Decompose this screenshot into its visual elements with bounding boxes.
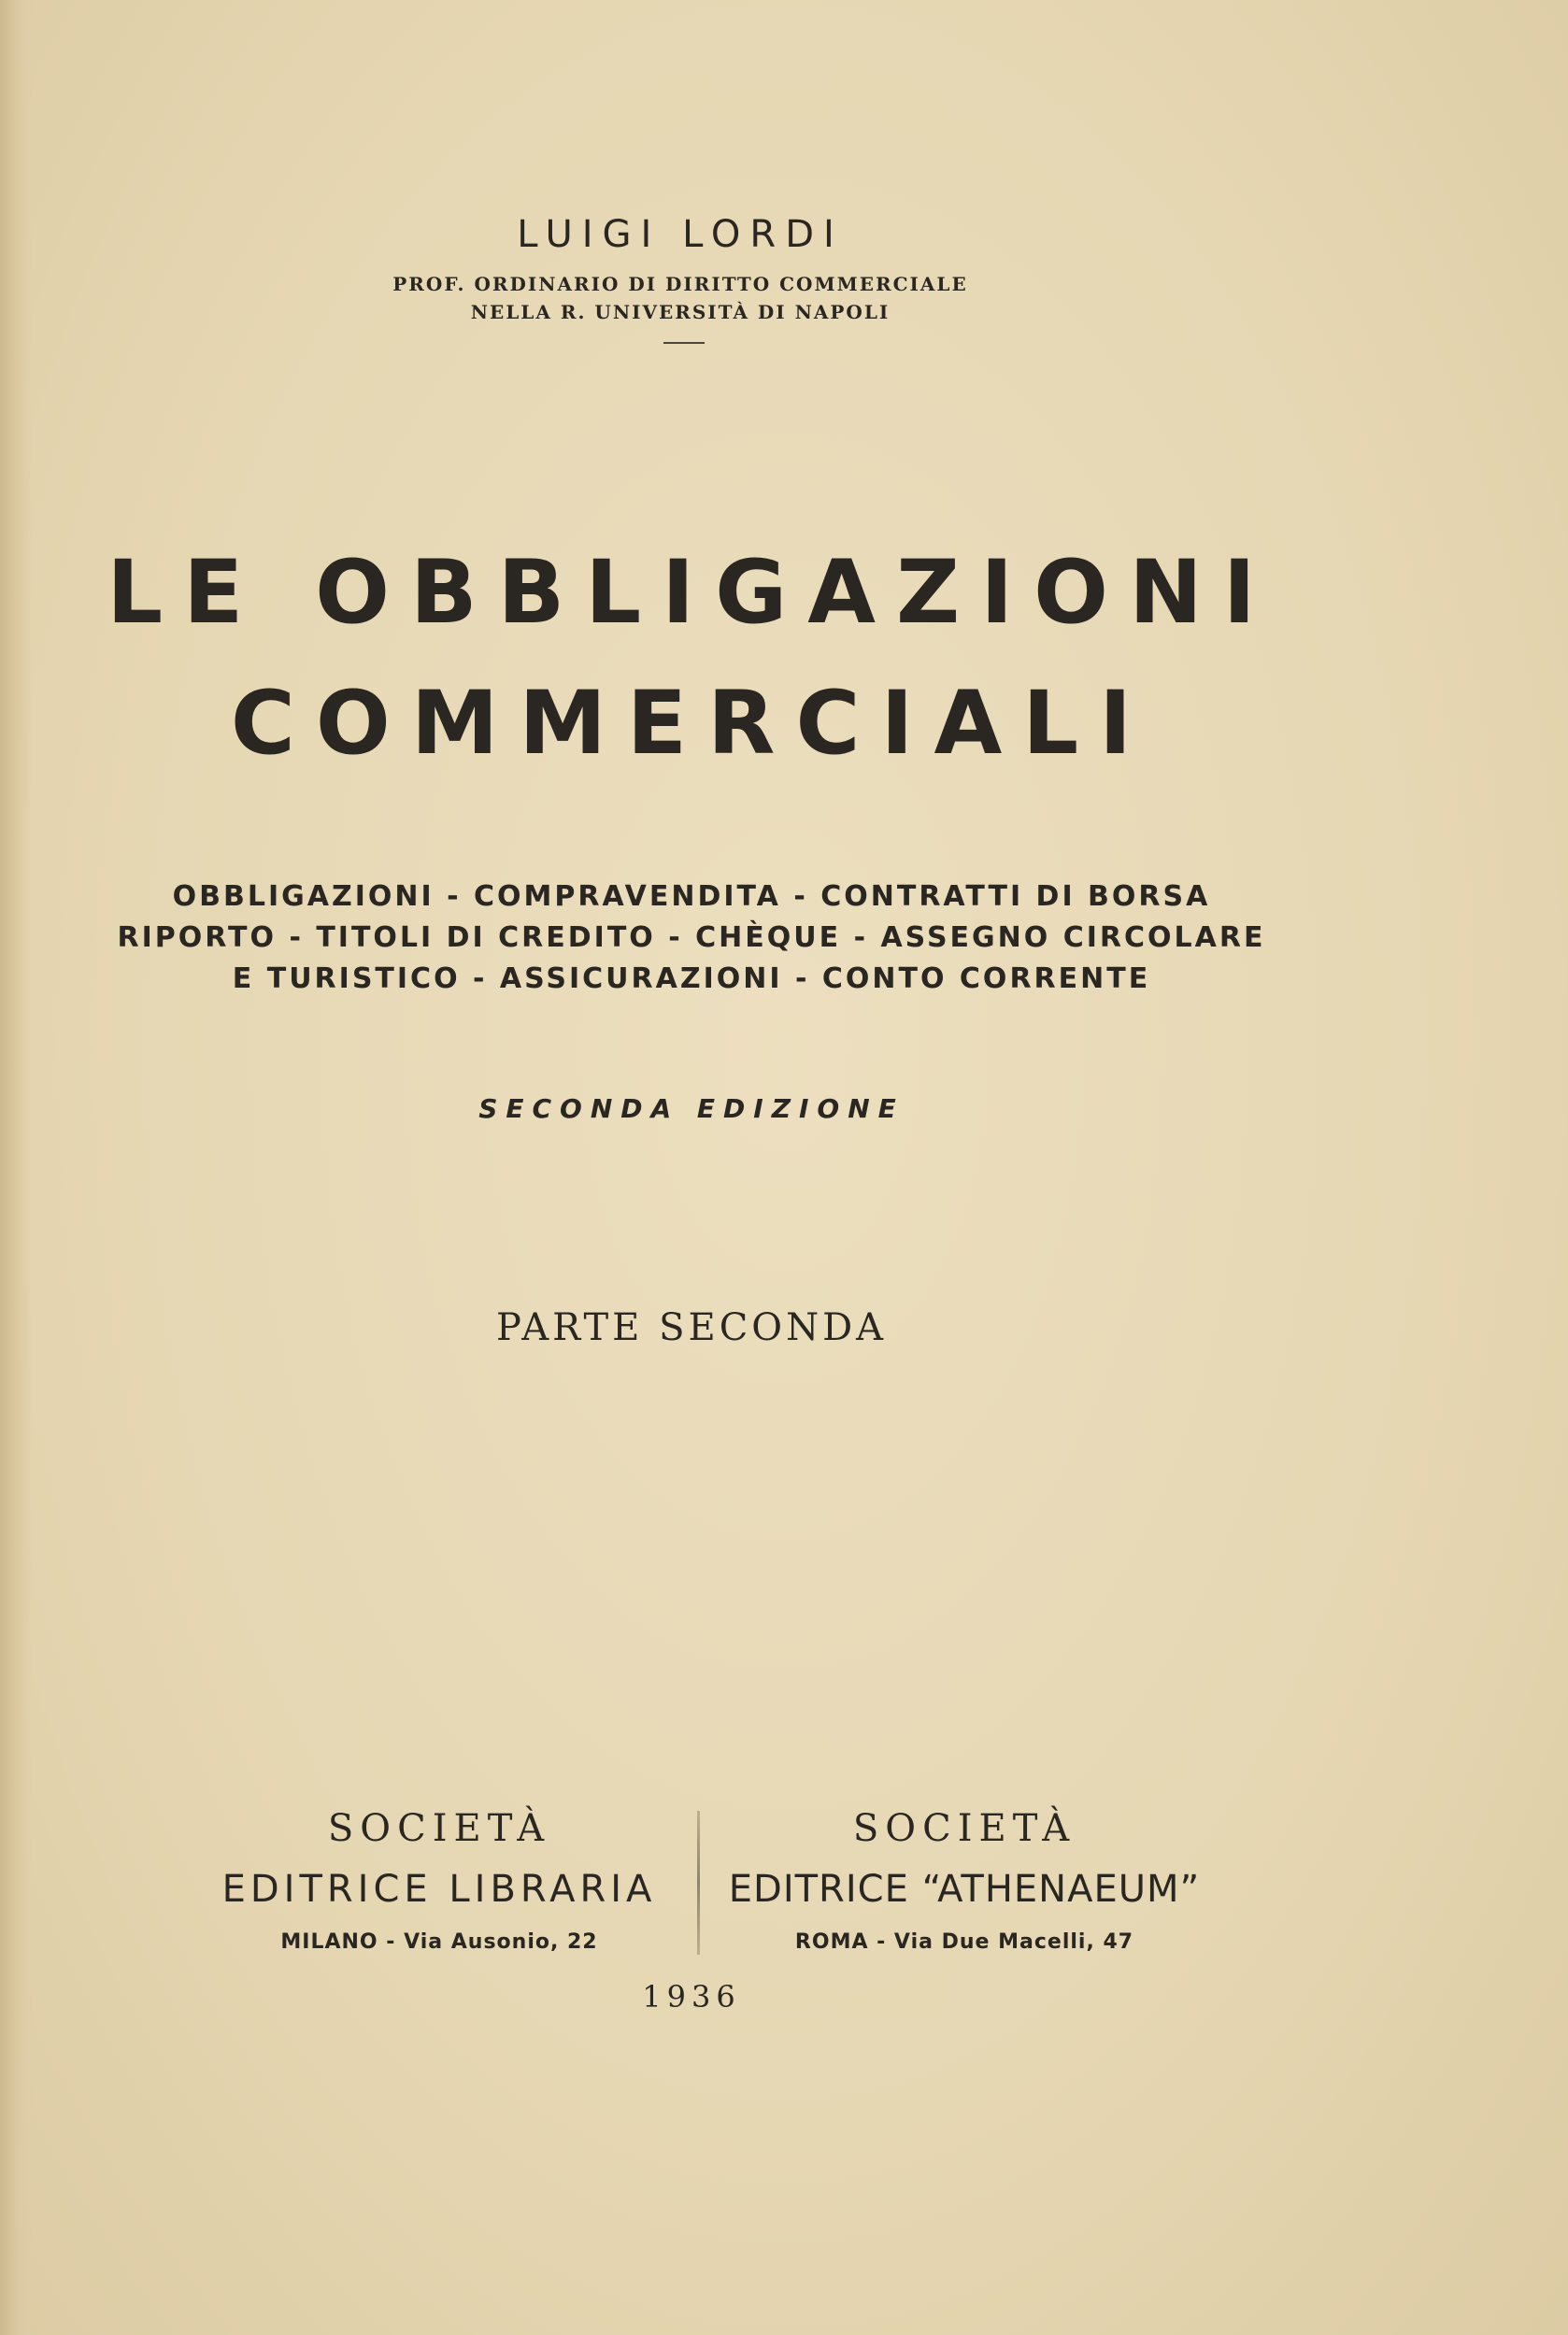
- edition-label: SECONDA EDIZIONE: [478, 1093, 905, 1124]
- part-label: PARTE SECONDA: [495, 1306, 888, 1349]
- publication-year: 1936: [642, 1979, 741, 2015]
- author-name: LUIGI LORDI: [517, 213, 844, 256]
- author-title-line-2: NELLA R. UNIVERSITÀ DI NAPOLI: [470, 301, 891, 323]
- publisher-roma-name: EDITRICE “ATHENAEUM”: [728, 1868, 1201, 1911]
- publisher-roma: [703, 1805, 1226, 1954]
- book-title-line-1: LE OBBLIGAZIONI: [107, 542, 1276, 644]
- publisher-roma-society: SOCIETÀ: [852, 1807, 1076, 1850]
- subjects-line-1: OBBLIGAZIONI - COMPRAVENDITA - CONTRATTI DI BORSA: [172, 880, 1211, 913]
- book-title-line-2: COMMERCIALI: [230, 673, 1153, 775]
- publisher-divider: [697, 1811, 700, 1955]
- subjects-line-3: E TURISTICO - ASSICURAZIONI - CONTO CORRENTE: [232, 962, 1151, 995]
- publisher-milano-name: EDITRICE LIBRARIA: [221, 1868, 657, 1911]
- publisher-milano-society: SOCIETÀ: [327, 1807, 551, 1850]
- publisher-milano: [178, 1805, 701, 1954]
- author-divider-rule: [663, 342, 705, 344]
- subjects-line-2: RIPORTO - TITOLI DI CREDITO - CHÈQUE - ASSEGNO CIRCOLARE: [117, 921, 1266, 954]
- author-title-line-1: PROF. ORDINARIO DI DIRITTO COMMERCIALE: [392, 273, 968, 295]
- publisher-roma-address: ROMA - Via Due Macelli, 47: [794, 1930, 1134, 1954]
- publisher-milano-address: MILANO - Via Ausonio, 22: [280, 1930, 598, 1954]
